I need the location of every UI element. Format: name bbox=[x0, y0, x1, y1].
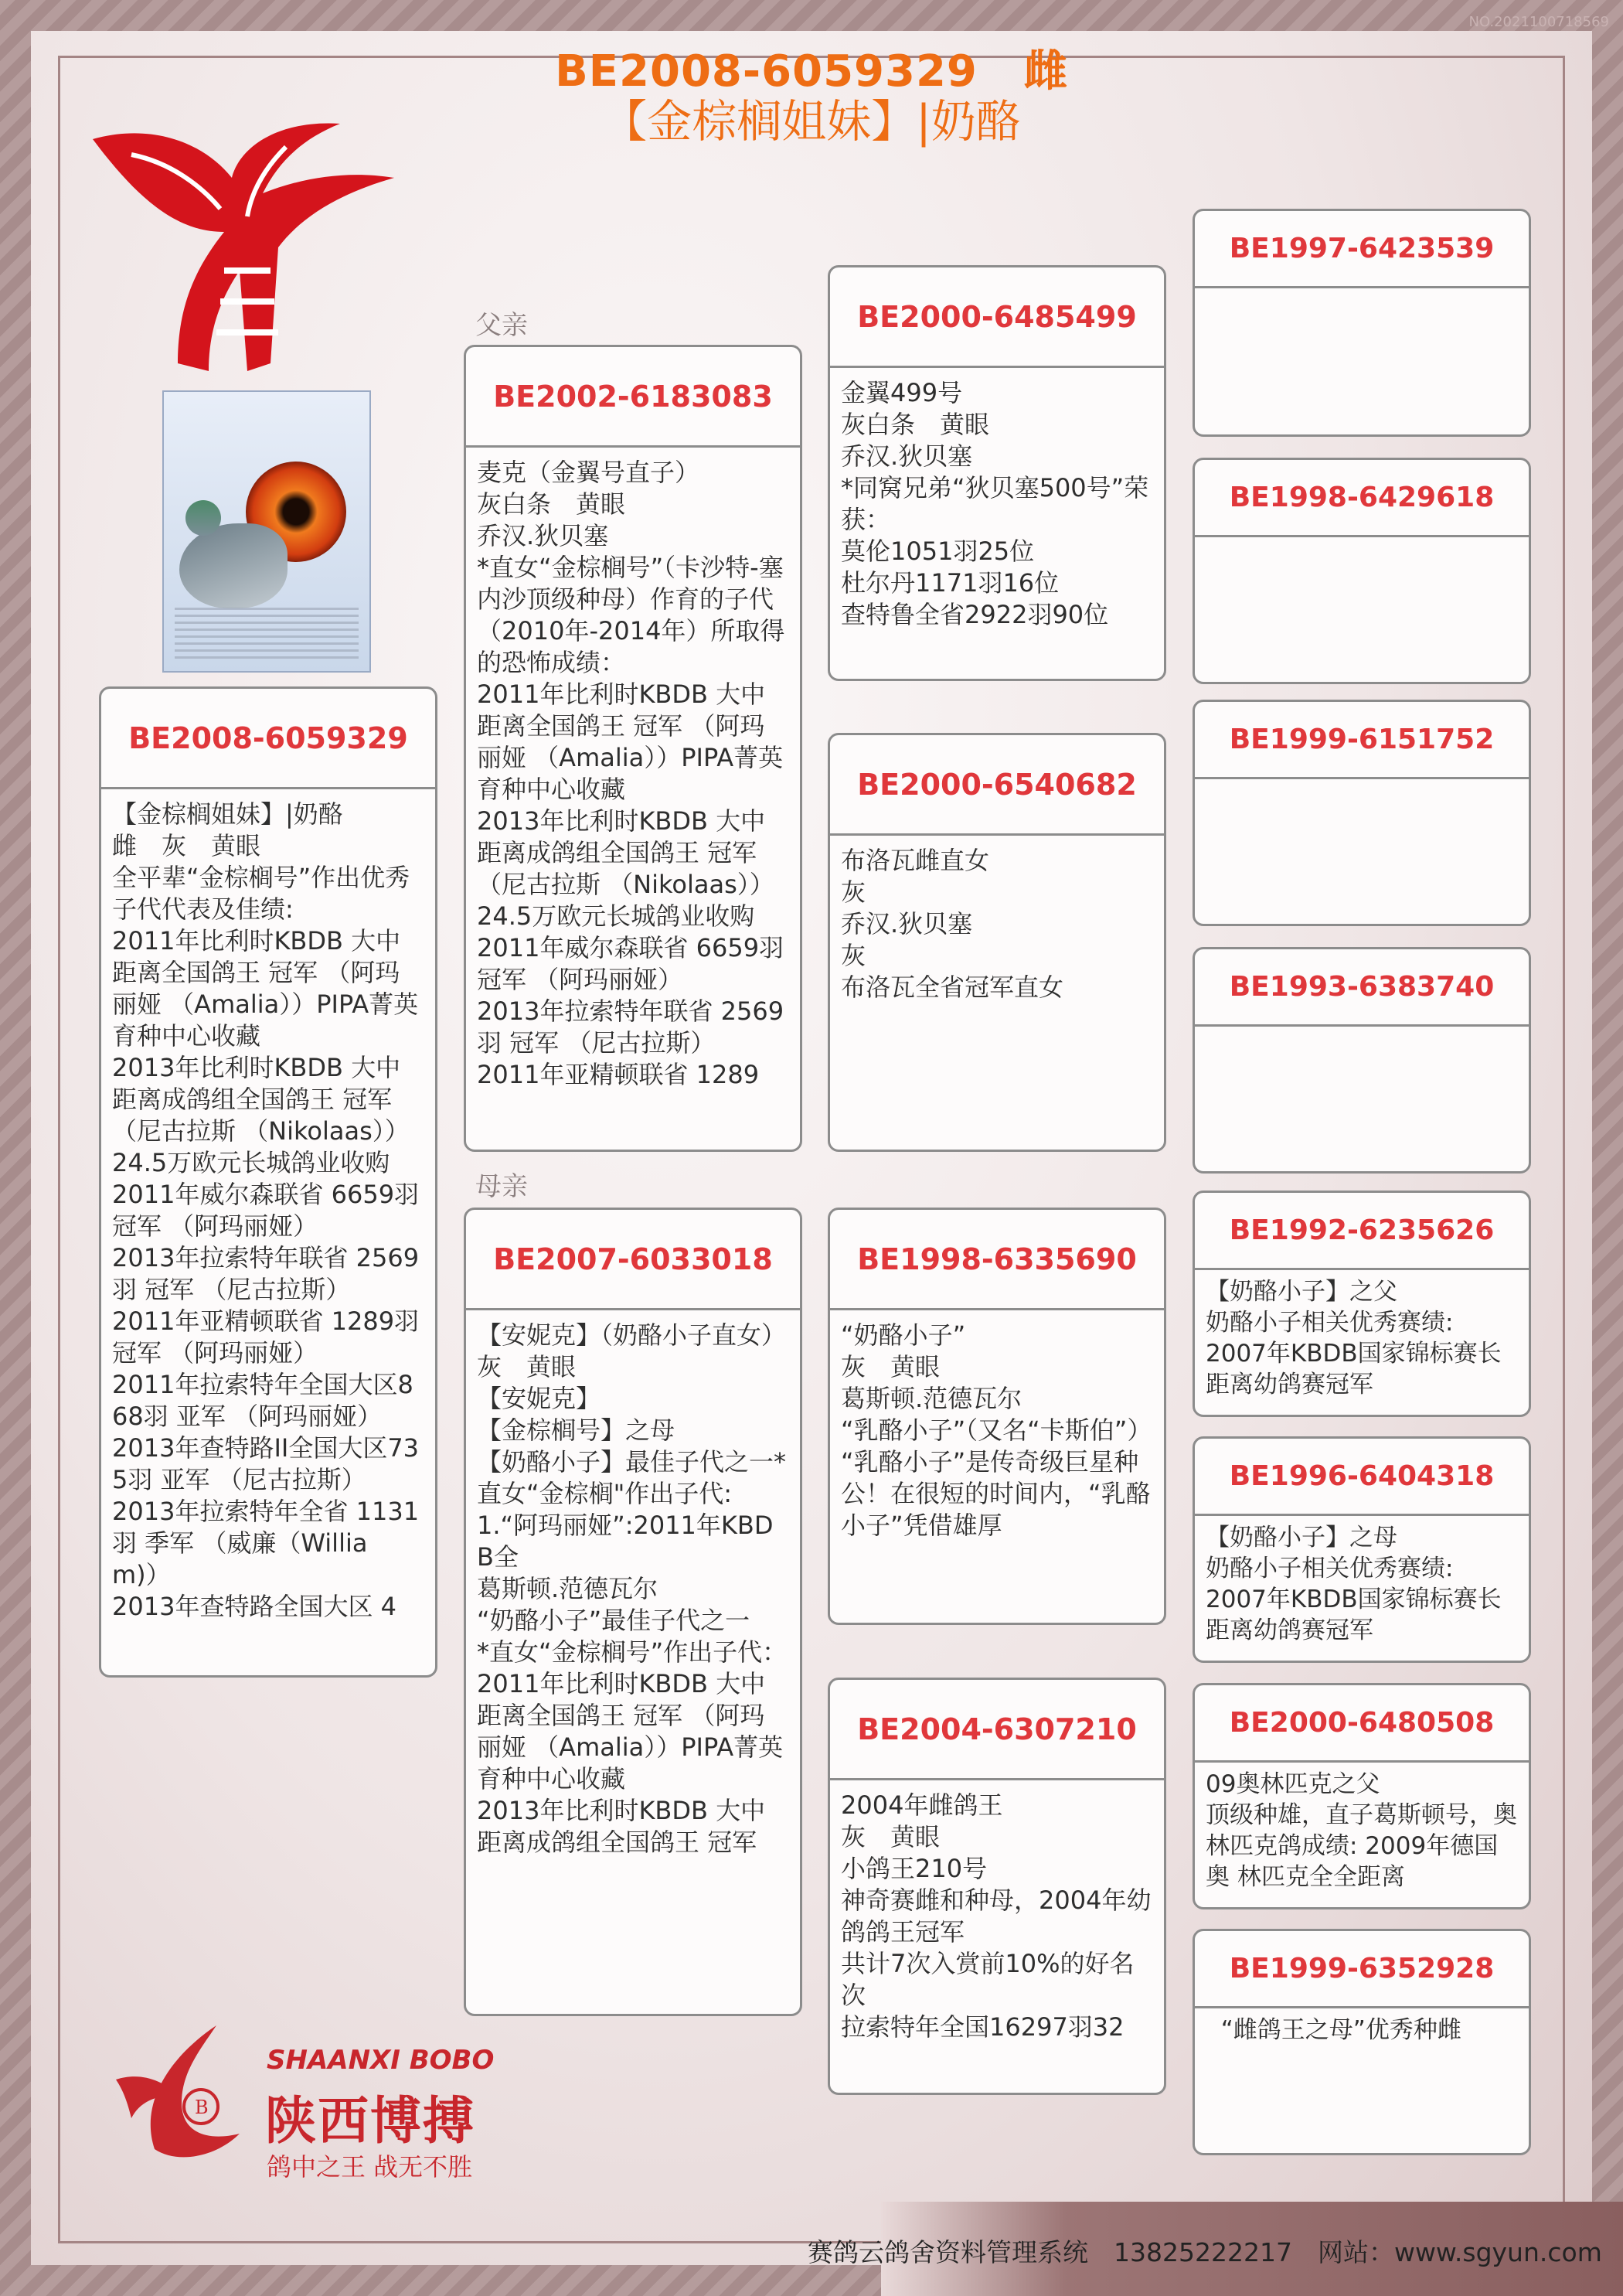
great-grandparent-card bbox=[1193, 1191, 1531, 1417]
svg-text:B: B bbox=[195, 2097, 209, 2118]
book-cover-image bbox=[162, 390, 371, 673]
great-grandparent-ring: BE1998-6429618 bbox=[1195, 460, 1529, 537]
grandparent-card bbox=[828, 733, 1166, 1152]
great-grandparent-description bbox=[1195, 537, 1529, 543]
great-grandparent-card bbox=[1193, 1929, 1531, 2155]
mother-card bbox=[464, 1208, 802, 2016]
mother-label: 母亲 bbox=[475, 1171, 528, 1202]
brand-slogan: 鸽中之王 战无不胜 bbox=[267, 2152, 473, 2182]
father-label: 父亲 bbox=[475, 310, 528, 341]
pigeon-image bbox=[179, 523, 288, 608]
great-grandparent-description bbox=[1195, 288, 1529, 295]
great-grandparent-ring: BE2000-6480508 bbox=[1195, 1685, 1529, 1763]
great-grandparent-description: “雌鸽王之母”优秀种雌 bbox=[1206, 2016, 1461, 2044]
grandparent-description: 布洛瓦雌直女 灰 乔汉.狄贝塞 灰 布洛瓦全省冠军直女 bbox=[841, 846, 1064, 1002]
title-ring: BE2008-6059329 bbox=[555, 46, 978, 97]
phoenix-logo-icon bbox=[85, 116, 410, 394]
grandparent-card bbox=[828, 1208, 1166, 1625]
brand-chinese: 陕西博搏 bbox=[265, 2091, 475, 2151]
great-grandparent-card bbox=[1193, 1436, 1531, 1663]
great-grandparent-description: 【奶酪小子】之父 奶酪小子相关优秀赛绩: 2007年KBDB国家锦标赛长距离幼鸽赛冠军 bbox=[1206, 1278, 1502, 1398]
grandparent-ring: BE2000-6485499 bbox=[830, 267, 1164, 368]
great-grandparent-ring: BE1992-6235626 bbox=[1195, 1193, 1529, 1270]
great-grandparent-card bbox=[1193, 700, 1531, 926]
pigeon-head-image bbox=[185, 500, 221, 536]
footer-text: 赛鸽云鸽舍资料管理系统 13825222217 网站：www.sgyun.com bbox=[808, 2237, 1602, 2267]
great-grandparent-card bbox=[1193, 209, 1531, 437]
cover-text-lines bbox=[175, 608, 359, 662]
grandparent-ring: BE2000-6540682 bbox=[830, 735, 1164, 836]
subject-description: 【金棕榈姐妹】|奶酪 雌 灰 黄眼 全平辈“金棕榈号”作出优秀子代代表及佳绩: 2011年比利时KBDB 大中距离全国鸽王 冠军 （阿玛丽娅 （Amalia））PIPA菁英育种中心收藏 2013年比利时KBDB 大中距离成鸽组全国鸽王 冠军 （尼古拉斯 （Nikolaas））24.5万欧元长城鸽业收购 2011年威尔森联省 6659羽 冠军 （阿玛丽娅） 2013年拉索特年联省 2569羽 冠军 （尼古拉斯） 2011年亚精顿联省 1289羽 冠军 （阿玛丽娅） 2011年拉索特年全国大区868羽 亚军 （阿玛丽娅） 2013年查特路II全国大区735羽 亚军 （尼古拉斯） 2013年拉索特年全省 1131羽 季军 （威廉（William)） 2013年查特路全国大区 4 bbox=[112, 799, 420, 1621]
great-grandparent-ring: BE1997-6423539 bbox=[1195, 211, 1529, 288]
serial-number: NO.2021100718569 bbox=[1468, 14, 1609, 30]
great-grandparent-ring: BE1993-6383740 bbox=[1195, 949, 1529, 1027]
mother-ring: BE2007-6033018 bbox=[466, 1210, 800, 1310]
page-subtitle: 【金棕榈姐妹】|奶酪 bbox=[602, 95, 1021, 148]
great-grandparent-description bbox=[1195, 779, 1529, 785]
great-grandparent-card bbox=[1193, 458, 1531, 684]
great-grandparent-card bbox=[1193, 1683, 1531, 1909]
subject-card bbox=[99, 686, 437, 1678]
grandparent-description: “奶酪小子” 灰 黄眼 葛斯顿.范德瓦尔 “乳酪小子”（又名“卡斯伯”） “乳酪小子”是传奇级巨星种公！在很短的时间内，“乳酪小子”凭借雄厚 bbox=[841, 1320, 1152, 1540]
father-ring: BE2002-6183083 bbox=[466, 347, 800, 448]
grandparent-ring: BE1998-6335690 bbox=[830, 1210, 1164, 1310]
father-description: 麦克（金翼号直子） 灰白条 黄眼 乔汉.狄贝塞 *直女“金棕榈号”（卡沙特-塞内沙顶级种母）作育的子代（2010年-2014年）所取得的恐怖成绩： 2011年比利时KBDB 大中距离全国鸽王 冠军 （阿玛丽娅 （Amalia））PIPA菁英育种中心收藏 2013年比利时KBDB 大中距离成鸽组全国鸽王 冠军 （尼古拉斯 （Nikolaas））24.5万欧元长城鸽业收购 2011年威尔森联省 6659羽 冠军 （阿玛丽娅） 2013年拉索特年联省 2569羽 冠军 （尼古拉斯） 2011年亚精顿联省 1289 bbox=[477, 458, 785, 1089]
great-grandparent-description bbox=[1195, 1027, 1529, 1033]
great-grandparent-ring: BE1999-6352928 bbox=[1195, 1931, 1529, 2008]
subject-ring: BE2008-6059329 bbox=[101, 689, 435, 789]
great-grandparent-card bbox=[1193, 947, 1531, 1174]
grandparent-card bbox=[828, 265, 1166, 681]
mother-description: 【安妮克】（奶酪小子直女） 灰 黄眼 【安妮克】 【金棕榈号】之母 【奶酪小子】最佳子代之一*直女“金棕榈"作出子代: 1.“阿玛丽娅”:2011年KBDB全 葛斯顿.范德瓦尔 “奶酪小子”最佳子代之一 *直女“金棕榈号”作出子代： 2011年比利时KBDB 大中距离全国鸽王 冠军 （阿玛丽娅 （Amalia））PIPA菁英育种中心收藏 2013年比利时KBDB 大中距离成鸽组全国鸽王 冠军 bbox=[477, 1320, 788, 1857]
great-grandparent-ring: BE1999-6151752 bbox=[1195, 702, 1529, 779]
title-sex: 雌 bbox=[1023, 46, 1068, 97]
father-card bbox=[464, 345, 802, 1152]
grandparent-card bbox=[828, 1678, 1166, 2095]
grandparent-ring: BE2004-6307210 bbox=[830, 1680, 1164, 1780]
great-grandparent-description: 09奥林匹克之父 顶级种雄，直子葛斯顿号，奥 林匹克鸽成绩: 2009年德国奥 林匹克全全距离 bbox=[1206, 1770, 1517, 1891]
great-grandparent-ring: BE1996-6404318 bbox=[1195, 1439, 1529, 1516]
great-grandparent-description: 【奶酪小子】之母 奶酪小子相关优秀赛绩: 2007年KBDB国家锦标赛长距离幼鸽赛冠军 bbox=[1206, 1524, 1502, 1644]
brand-english: SHAANXI BOBO bbox=[267, 2045, 495, 2076]
grandparent-description: 金翼499号 灰白条 黄眼 乔汉.狄贝塞 *同窝兄弟“狄贝塞500号”荣获： 莫伦1051羽25位 杜尔丹1171羽16位 查特鲁全省2922羽90位 bbox=[841, 378, 1149, 629]
grandparent-description: 2004年雌鸽王 灰 黄眼 小鸽王210号 神奇赛雌和种母，2004年幼鸽鸽王冠军 共计7次入赏前10%的好名次 拉索特年全国16297羽32 bbox=[841, 1790, 1152, 2042]
